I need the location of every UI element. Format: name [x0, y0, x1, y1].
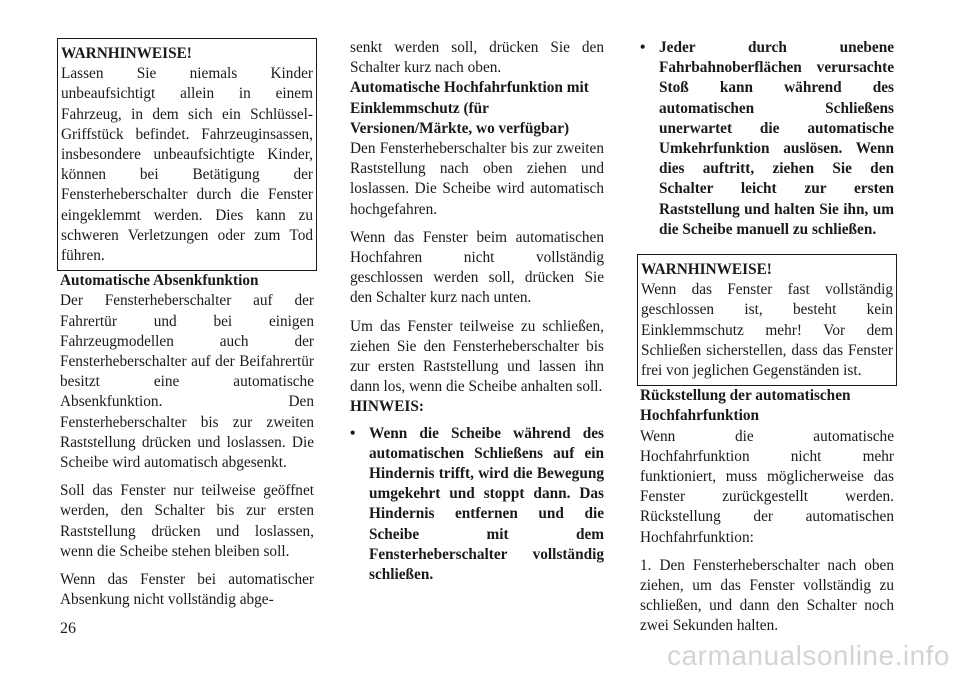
page-number: 26: [60, 620, 76, 637]
list-item: • Wenn die Scheibe während des automatischen Schließens auf ein Hindernis trifft, wird die Bewegung umgekehrt und stoppt dann. Das Hindernis entfernen und die Scheibe mit dem Fensterheberschalter vollständig schließen.: [350, 424, 604, 586]
paragraph: senkt werden soll, drücken Sie den Schalter kurz nach oben.: [350, 39, 604, 77]
warning-box-children: [57, 38, 317, 271]
warning-text: Wenn das Fenster fast vollständig geschlossen ist, besteht kein Einklemmschutz mehr! Vor dem Schließen sicherstellen, dass das Fenster frei von jeglichen Gegenständen ist.: [641, 281, 893, 380]
warning-title: WARNHINWEISE!: [61, 45, 192, 62]
section-heading-auto-down: Automatische Absenkfunktion: [60, 272, 259, 290]
watermark: carmanualsonline.info: [667, 640, 950, 671]
paragraph: Wenn das Fenster beim automatischen Hochfahren nicht vollständig geschlossen werden soll, drücken Sie den Schalter kurz nach unten.: [350, 228, 604, 307]
column-right: [640, 38, 894, 637]
paragraph: Wenn die automatische Hochfahrfunktion nicht mehr funktioniert, muss möglicherweise das Fenster zurückgestellt werden. Rückstellung der automatischen Hochfahrfunktion:: [640, 427, 894, 546]
warning-text: Lassen Sie niemals Kinder unbeaufsichtigt allein in einem Fahrzeug, in dem sich ein Schlüssel-Griffstück befindet. Fahrzeuginsassen, insbesondere unbeaufsichtigte Kinder, können bei Betätigung der Fensterheberschalter durch die Fenster eingeklemmt werden. Dies kann zu schweren Verletzungen oder zum Tod führen.: [61, 65, 313, 265]
section-heading-auto-up: Automatische Hochfahrfunktion mit Einklemmschutz (für Versionen/Märkte, wo verfügbar): [350, 79, 589, 137]
list-item: • Jeder durch unebene Fahrbahnoberflächen verursachte Stoß kann während des automatischen Schließens unerwartet die automatische Umkehrfunktion auslösen. Wenn dies auftritt, ziehen Sie den Schalter leicht zur ersten Raststellung und halten Sie ihn, um die Scheibe manuell zu schließen.: [640, 38, 894, 240]
paragraph: 1. Den Fensterheberschalter nach oben ziehen, um das Fenster vollständig zu schließen, und dann den Schalter noch zwei Sekunden halten.: [640, 556, 894, 635]
paragraph: Der Fensterheberschalter auf der Fahrertür und bei einigen Fahrzeugmodellen auch der Fensterheberschalter auf der Beifahrertür besitzt eine automatische Absenkfunktion. Den Fensterheberschalter bis zur zweiten Raststellung drücken und loslassen. Die Scheibe wird automatisch abgesenkt.: [60, 292, 314, 472]
column-middle: [350, 38, 604, 589]
column-left: [60, 38, 314, 610]
note-title: HINWEIS:: [350, 398, 424, 416]
section-heading-reset: Rückstellung der automatischen Hochfahrfunktion: [640, 387, 851, 425]
warning-title: WARNHINWEISE!: [641, 261, 772, 279]
note-list: [350, 424, 604, 586]
paragraph: Wenn das Fenster bei automatischer Absenkung nicht vollständig abge-: [60, 571, 314, 609]
paragraph: Um das Fenster teilweise zu schließen, ziehen Sie den Fensterheberschalter bis zur ersten Raststellung und lassen ihn dann los, wenn die Scheibe anhalten soll.: [350, 317, 604, 396]
note-list-continued: [640, 38, 894, 240]
paragraph: Soll das Fenster nur teilweise geöffnet werden, den Schalter bis zur ersten Raststellung drücken und loslassen, wenn die Scheibe stehen bleiben soll.: [60, 482, 314, 560]
warning-box-pinch: [637, 254, 897, 386]
paragraph: Den Fensterheberschalter bis zur zweiten Raststellung nach oben ziehen und loslassen. Die Scheibe wird automatisch hochgefahren.: [350, 140, 604, 218]
